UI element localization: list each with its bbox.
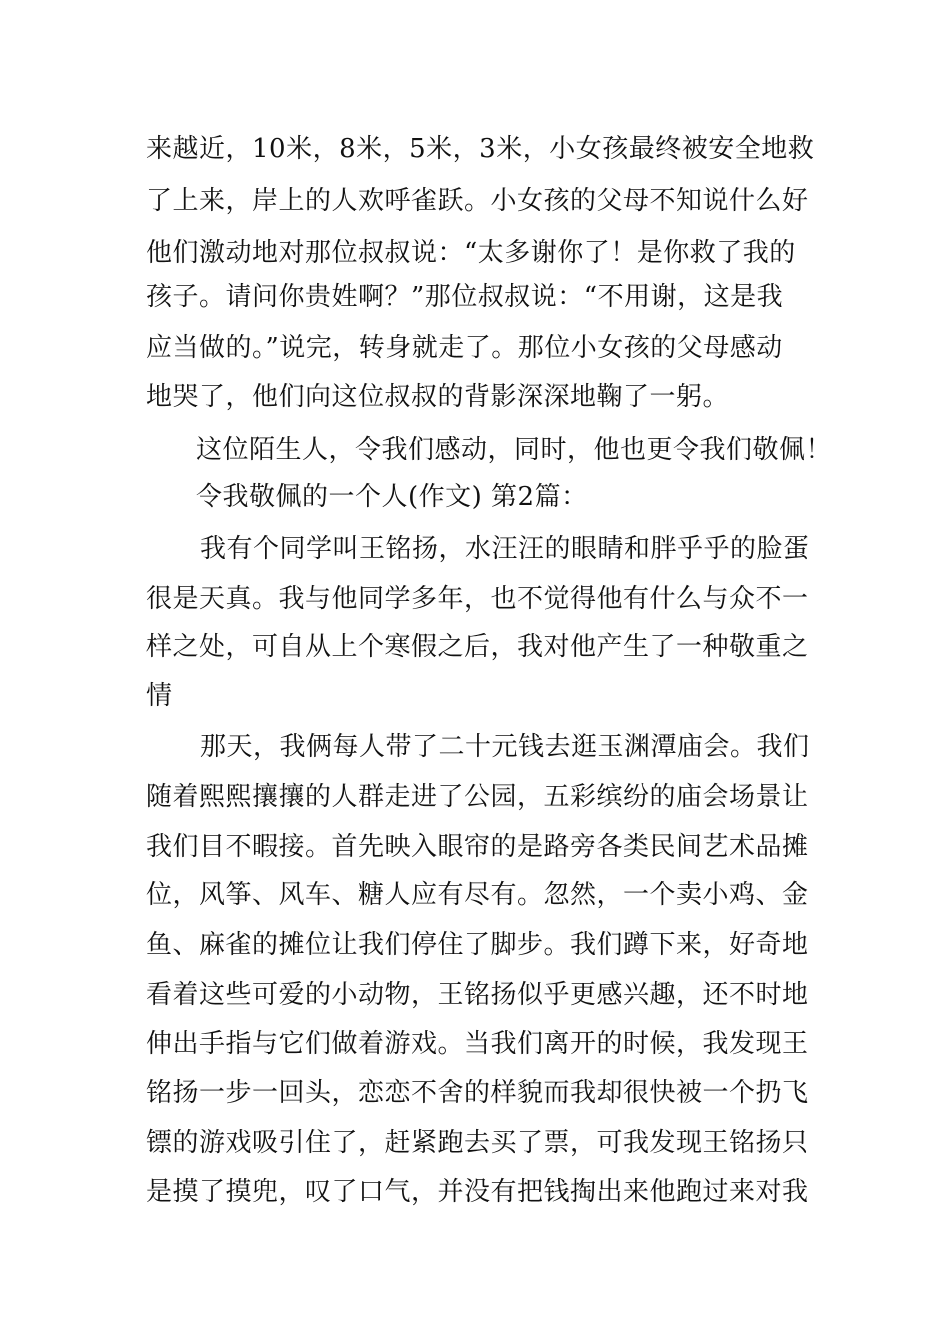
text-line: 地哭了，他们向这位叔叔的背影深深地鞠了一躬。 (146, 382, 730, 412)
text-line: 来越近，10米，8米，5米，3米，小女孩最终被安全地救 (146, 134, 815, 164)
text-line: 我有个同学叫王铭扬，水汪汪的眼睛和胖乎乎的脸蛋 (200, 534, 810, 564)
text-line: 这位陌生人，令我们感动，同时，他也更令我们敬佩！ (196, 435, 833, 465)
text-line: 伸出手指与它们做着游戏。当我们离开的时候，我发现王 (146, 1029, 809, 1059)
text-line: 鱼、麻雀的摊位让我们停住了脚步。我们蹲下来，好奇地 (146, 930, 809, 960)
text-line: 随着熙熙攘攘的人群走进了公园，五彩缤纷的庙会场景让 (146, 782, 809, 812)
text-line: 他们激动地对那位叔叔说：“太多谢你了！是你救了我的 (146, 238, 796, 268)
text-line: 很是天真。我与他同学多年，也不觉得他有什么与众不一 (146, 584, 809, 614)
text-line: 铭扬一步一回头，恋恋不舍的样貌而我却很快被一个扔飞 (146, 1078, 809, 1108)
text-line: 是摸了摸兜，叹了口气，并没有把钱掏出来他跑过来对我 (146, 1177, 809, 1207)
text-line: 了上来，岸上的人欢呼雀跃。小女孩的父母不知说什么好 (146, 186, 809, 216)
text-line: 那天，我俩每人带了二十元钱去逛玉渊潭庙会。我们 (200, 732, 810, 762)
section-heading: 令我敬佩的一个人(作文) 第2篇： (196, 482, 588, 512)
text-line: 应当做的。”说完，转身就走了。那位小女孩的父母感动 (146, 333, 783, 363)
text-line: 样之处，可自从上个寒假之后，我对他产生了一种敬重之 (146, 632, 809, 662)
text-line: 情 (146, 681, 173, 711)
text-line: 镖的游戏吸引住了，赶紧跑去买了票，可我发现王铭扬只 (146, 1128, 809, 1158)
text-line: 我们目不暇接。首先映入眼帘的是路旁各类民间艺术品摊 (146, 832, 809, 862)
text-line: 孩子。请问你贵姓啊？”那位叔叔说：“不用谢，这是我 (146, 282, 784, 312)
text-line: 位，风筝、风车、糖人应有尽有。忽然，一个卖小鸡、金 (146, 880, 809, 910)
text-line: 看着这些可爱的小动物，王铭扬似乎更感兴趣，还不时地 (146, 980, 809, 1010)
